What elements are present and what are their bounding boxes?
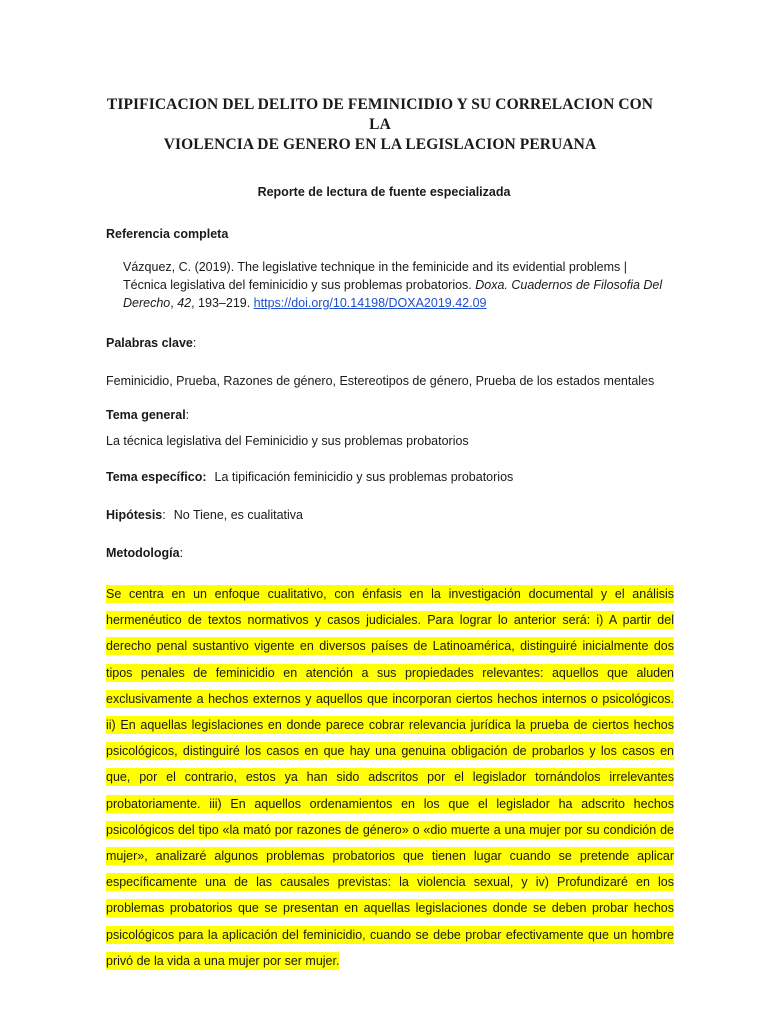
- methodology-highlighted-text: Se centra en un enfoque cualitativo, con énfasis en la investigación documental y el análisis hermenéutico de textos normativos y casos judiciales. Para lograr lo anterior será: i) A partir del derecho penal sustantivo vigente en diversos países de Latinoamérica, distinguiré inicialmente dos tipos penales de feminicidio en atención a sus propiedades relevantes: aquellos que aluden exclusivamente a hechos externos y aquellos que incorporan ciertos hechos internos o psicológicos. ii) En aquellas legislaciones en donde parece cobrar relevancia jurídica la prueba de ciertos hechos psicológicos, distinguiré los casos en que hay una genuina obligación de probarlos y los casos en que, por el contrario, estos ya han sido adscritos por el legislador tornándolos irrelevantes probatoriamente. iii) En aquellos ordenamientos en los que el legislador ha adscrito hechos psicológicos del tipo «la mató por razones de género» o «dio muerte a una mujer por su condición de mujer», analizaré algunos problemas probatorios que tienen lugar cuando se pretende aplicar específicamente una de las causales previstas: la violencia sexual, y iv) Profundizaré en los problemas probatorios que se presentan en aquellas legislaciones donde se deben probar hechos psicológicos para la aplicación del feminicidio, cuando se debe probar efectivamente que un hombre privó de la vida a una mujer por ser mujer.: [106, 587, 674, 968]
- hypothesis-colon: :: [162, 508, 166, 522]
- keywords-text: Feminicidio, Prueba, Razones de género, Estereotipos de género, Prueba de los estados mentales: [106, 374, 655, 388]
- methodology-heading: Metodología: [106, 546, 180, 560]
- hypothesis-text: No Tiene, es cualitativa: [173, 508, 303, 522]
- doi-link[interactable]: https://doi.org/10.14198/DOXA2019.42.09: [253, 296, 487, 310]
- reference-volume: 42: [177, 296, 192, 310]
- specific-topic-text: La tipificación feminicidio y sus problemas probatorios: [214, 470, 514, 484]
- keywords-colon: :: [192, 336, 197, 350]
- specific-topic-row: [106, 470, 662, 484]
- hypothesis-row: [106, 508, 662, 522]
- reference-text: Vázquez, C. (2019). The legislative technique in the feminicide and its evidential problems | Técnica legislativa del feminicidio y sus problemas probatorios.: [123, 260, 627, 292]
- document-subtitle: Reporte de lectura de fuente especializada: [257, 185, 511, 199]
- reference-block: [123, 258, 672, 312]
- specific-topic-heading: Tema específico:: [106, 470, 207, 484]
- general-topic-colon: :: [185, 408, 190, 422]
- hypothesis-heading: Hipótesis: [106, 508, 163, 522]
- title-line-2: VIOLENCIA DE GENERO EN LA LEGISLACION PERUANA: [163, 136, 597, 153]
- reference-journal: Doxa. Cuadernos de Filosofia Del Derecho: [123, 278, 663, 310]
- reference-comma: ,: [170, 296, 178, 310]
- methodology-heading-row: [106, 546, 662, 560]
- methodology-colon: :: [179, 546, 184, 560]
- general-topic-text: La técnica legislativa del Feminicidio y sus problemas probatorios: [106, 434, 469, 448]
- general-topic-heading-row: [106, 408, 662, 422]
- title-line-1: TIPIFICACION DEL DELITO DE FEMINICIDIO Y SU CORRELACION CON LA: [106, 96, 654, 133]
- methodology-paragraph: [106, 581, 674, 974]
- reference-heading: Referencia completa: [106, 227, 229, 241]
- general-topic-heading: Tema general: [106, 408, 186, 422]
- reference-pages: , 193–219.: [191, 296, 254, 310]
- keywords-heading-row: [106, 336, 662, 350]
- keywords-heading: Palabras clave: [106, 336, 193, 350]
- document-title: [98, 95, 662, 155]
